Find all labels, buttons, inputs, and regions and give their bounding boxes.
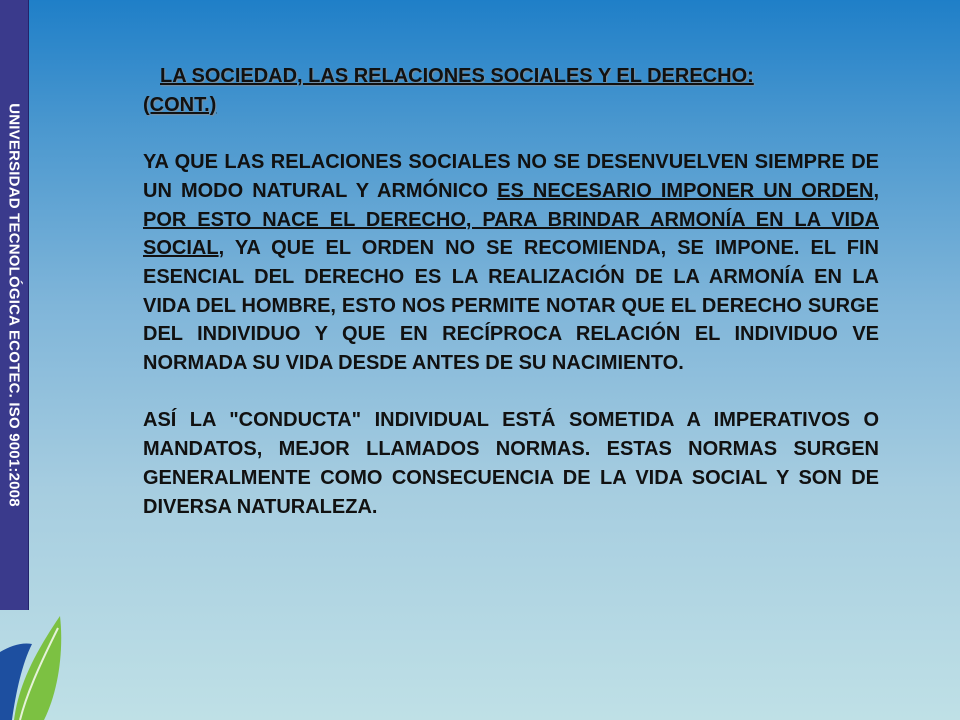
- paragraph-1-intro: YA QUE LAS RELACIONES SOCIALES NO SE DESENVUELVEN SIEMPRE DE UN MODO NATURAL Y ARMÓNICO: [143, 151, 879, 202]
- title-line-2: (CONT.): [143, 93, 217, 116]
- paragraph-1: [143, 148, 879, 378]
- leaf-logo-icon: [0, 612, 66, 720]
- title-line-1: LA SOCIEDAD, LAS RELACIONES SOCIALES Y EL DERECHO:: [160, 65, 754, 87]
- sidebar-band: [0, 0, 29, 610]
- paragraph-1-underlined: ES NECESARIO IMPONER UN ORDEN, POR ESTO NACE EL DERECHO, PARA BRINDAR ARMONÍA EN LA VIDA SOCIAL: [143, 179, 879, 260]
- paragraph-2: ASÍ LA "CONDUCTA" INDIVIDUAL ESTÁ SOMETIDA A IMPERATIVOS O MANDATOS, MEJOR LLAMADOS NORMAS. ESTAS NORMAS SURGEN GENERALMENTE COMO CONSECUENCIA DE LA VIDA SOCIAL Y SON DE DIVERSA NATURALEZA.: [143, 409, 879, 518]
- slide-content: [143, 62, 879, 521]
- slide-title: [143, 62, 879, 119]
- university-vertical-label: UNIVERSIDAD TECNOLÓGICA ECOTEC. ISO 9001:2008: [5, 103, 23, 507]
- paragraph-1-rest: , YA QUE EL ORDEN NO SE RECOMIENDA, SE IMPONE. EL FIN ESENCIAL DEL DERECHO ES LA REALIZACIÓN DE LA ARMONÍA EN LA VIDA DEL HOMBRE, ESTO NOS PERMITE NOTAR QUE EL DERECHO SURGE DEL INDIVIDUO Y QUE EN RECÍPROCA RELACIÓN EL INDIVIDUO VE NORMADA SU VIDA DESDE ANTES DE SU NACIMIENTO.: [143, 237, 879, 375]
